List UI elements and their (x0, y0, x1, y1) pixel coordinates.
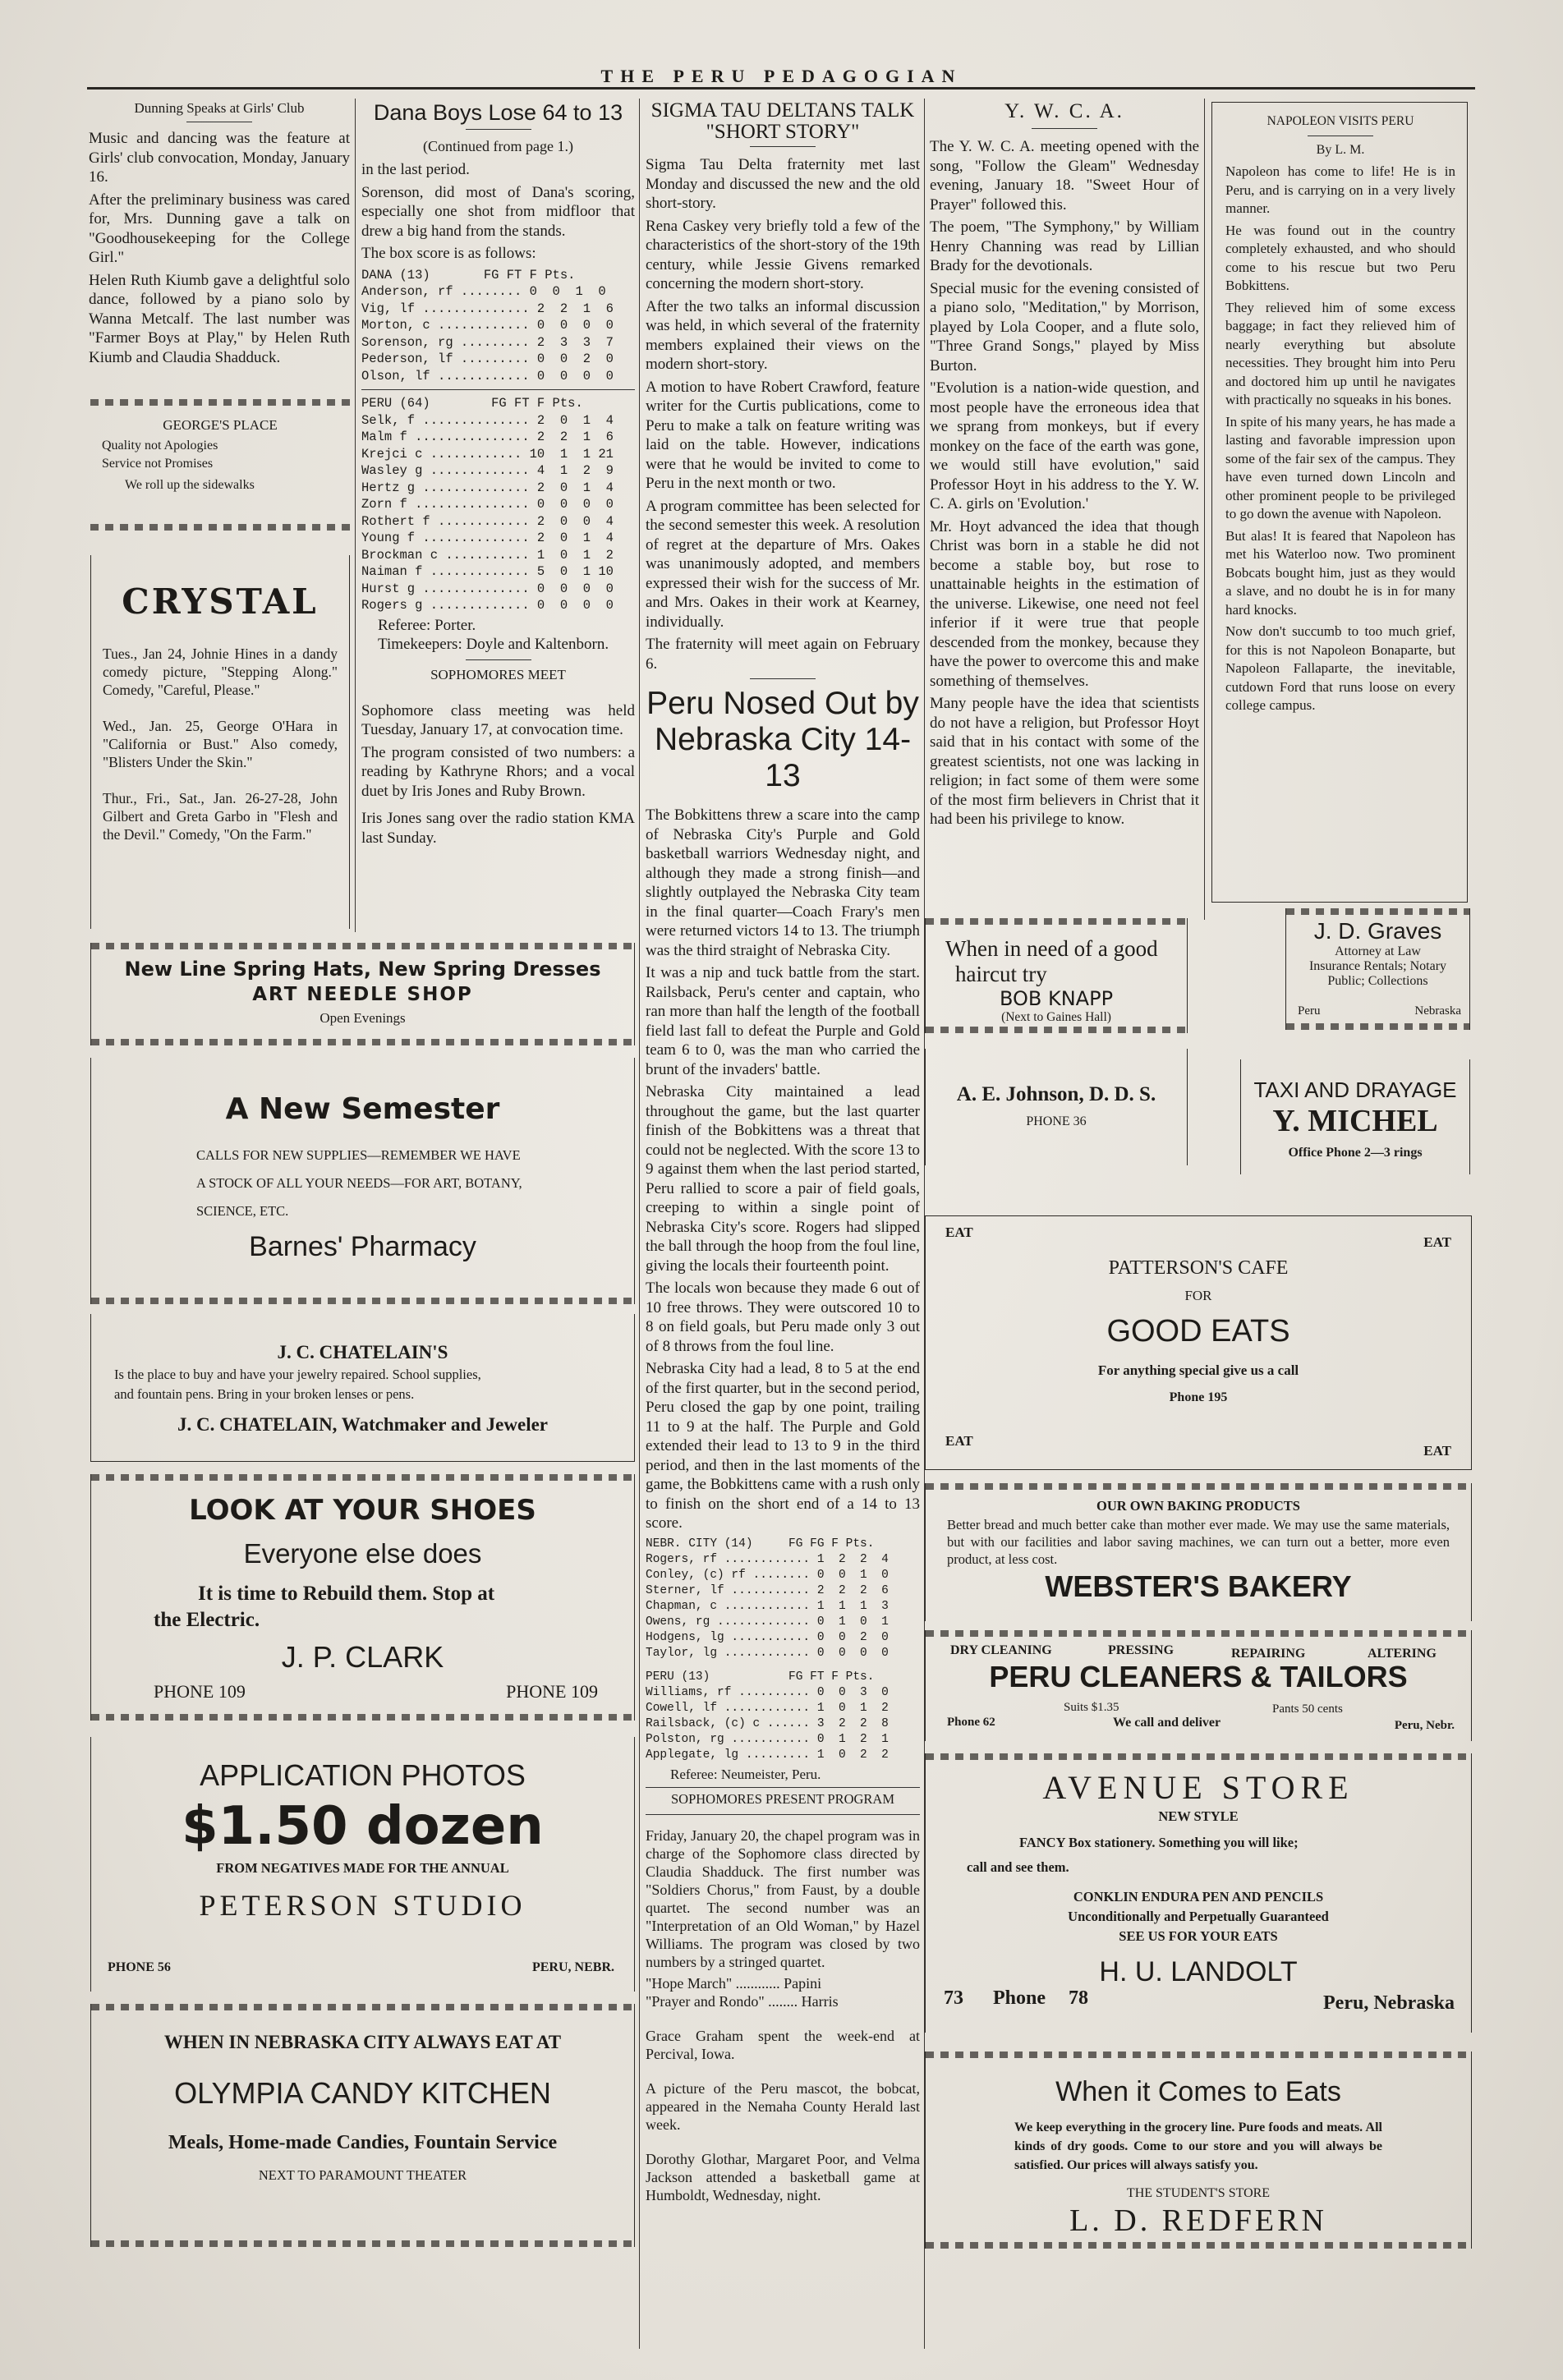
ornament (926, 1027, 1187, 1033)
crystal-listing: Wed., Jan. 25, George O'Hara in "California or Bust." Also comedy, "Blisters Under the Skin." (103, 718, 338, 770)
redfern-name: L. D. REDFERN (1069, 2203, 1327, 2238)
eat-corner: EAT (1423, 1234, 1451, 1250)
crystal-listing: Thur., Fri., Sat., Jan. 26-27-28, John Gilbert and Greta Garbo in "Flesh and the Devil." Comedy, "On the Farm." (103, 790, 338, 843)
nosed-para: The Bobkittens threw a scare into the camp of Nebraska City's Purple and Gold basketball warriors Wednesday night, and although they made a strong finish—and slightly outplayed the Nebraska City team in the final quarter—Coach Frary's men were returned victors 14 to 13. The triumph was the third straight of Nebraska City. (646, 806, 920, 959)
dunning-para: After the preliminary business was cared for, Mrs. Dunning gave a talk on "Goodhousekeeping for the College Girl." (89, 191, 350, 266)
look-at-shoes: LOOK AT YOUR SHOES (189, 1494, 536, 1527)
graves-name: J. D. Graves (1313, 918, 1442, 944)
when-it-comes-to-eats: When it Comes to Eats (1055, 2076, 1341, 2107)
ywca-para: The Y. W. C. A. meeting opened with the song, "Follow the Gleam" Wednesday evening, January 18. "Sweet Hour of Prayer" followed this. (930, 138, 1199, 214)
websters-bakery-name: WEBSTER'S BAKERY (1045, 1569, 1352, 1603)
soph-para: Iris Jones sang over the radio station KMA last Sunday. (361, 810, 635, 847)
sopho-headline: SOPHOMORES PRESENT PROGRAM (670, 1791, 895, 1807)
nosed-para: The locals won because they made 6 out of 10 free throws. They were outscored 10 to 8 on field goals, but Peru made only 3 out of 8 throws from the foul line. (646, 1280, 920, 1355)
napoleon-para: He was found out in the country completely exhausted, and who should come to his rescue but two Peru Bobkittens. (1225, 222, 1455, 293)
avenue-town: Peru, Nebraska (1323, 1992, 1455, 2014)
ornament (91, 1714, 634, 1721)
dunning-para: Helen Ruth Kiumb gave a delightful solo dance, followed by a piano solo by Wanna Metcalf. The last number was "Farmer Boys at Play," by Helen Ruth Kiumb and Claudia Shadduck. (89, 271, 350, 366)
dana-headline: Dana Boys Lose 64 to 13 (373, 100, 623, 125)
ornament (926, 2242, 1471, 2249)
chatelain-line: Is the place to buy and have your jewelry repaired. School supplies, (114, 1367, 481, 1382)
nosed-para: It was a nip and tuck battle from the start. Railsback, Peru's center and captain, who ran more than half the length of the football field last fall to defeat the Purple and Gold team 6 to 0, was the man who carried the brunt of the invaders' battle. (646, 964, 920, 1078)
barnes-line: CALLS FOR NEW SUPPLIES—REMEMBER WE HAVE (196, 1147, 521, 1163)
peterson-line: FROM NEGATIVES MADE FOR THE ANNUAL (216, 1860, 509, 1876)
nosed-para: Nebraska City had a lead, 8 to 5 at the end of the first quarter, but in the second period, Peru closed the gap by one point, trailing 11 to 9 at the half. The Purple and Gold extended their lead to 13 to 9 in the third period, and then in the last moments of the game, the Bobkittens came with a rush only to finish on the short end of a 14 to 13 score. (646, 1360, 920, 1532)
pattersons-cafe-ad (925, 1215, 1472, 1470)
ywca-para: Mr. Hoyt advanced the idea that though Christ was born in a stable he did not become a stable boy, but rose to unattainable heights in the estimation of the universe. Likewise, one need not feel inferior if it were true that people descended from the monkey, because they have the power to overcome this and make something of themselves. (930, 517, 1199, 690)
nebraska-city-box-score: NEBR. CITY (14) FG FG F Pts. Rogers, rf ............ 1 2 2 4 Conley, (c) rf ........ 0 0 1 0 Sterner, lf ........... 2 2 2 6 Chapman, c ............ 1 1 1 3 Owens, rg ............. 0 1 0 1 Hodgens, lg ........... 0 0 2 0 Taylor, lg ............ 0 0 0 0 (646, 1537, 889, 1660)
clark-phone: PHONE 109 (506, 1681, 598, 1702)
cleaners-service: DRY CLEANING (950, 1643, 1052, 1657)
clark-phone: PHONE 109 (154, 1681, 246, 1702)
clark-line: It is time to Rebuild them. Stop at (198, 1583, 495, 1605)
art-needle-shop: ART NEEDLE SHOP (252, 984, 473, 1005)
cleaners-call: We call and deliver (1113, 1716, 1221, 1730)
johnson-phone: PHONE 36 (1026, 1114, 1087, 1128)
ywca-para: Special music for the evening consisted of a piano solo, "Meditation," by Morrison, played by Lola Cooper, and a flute solo, "Three Grand Songs," played by Miss Burton. (930, 279, 1199, 374)
new-semester: A New Semester (225, 1092, 500, 1126)
cleaners-service: REPAIRING (1231, 1647, 1306, 1661)
graves-state: Nebraska (1414, 1004, 1461, 1018)
clark-shoe-ad (90, 1474, 635, 1721)
crystal-ad (90, 555, 350, 929)
dunning-para: Music and dancing was the feature at Girls' club convocation, Monday, January 16. (89, 130, 350, 186)
note-para: Grace Graham spent the week-end at Percival, Iowa. (646, 2028, 920, 2062)
ornament (91, 943, 634, 949)
ywca-para: "Evolution is a nation-wide question, and most people have the erroneous idea that we sprang from monkeys, but if every monkey on the face of the earth was gone, we would still have evolution," said Professor Hoyt in his address to the Y. W. C. A. girls on 'Evolution.' (930, 379, 1199, 512)
sopho-para: Friday, January 20, the chapel program was in charge of the Sophomore class directed by Claudia Shadduck. The first number was "Soldiers Chorus," from Faust, by a double quartet. The second number was an "Interpretation of an Old Woman," by Hazel Williams. The program was closed by two numbers by a stringed quartet. (646, 1827, 920, 1970)
art-needle-shop-ad (90, 943, 635, 1045)
divider (646, 1814, 920, 1815)
patterson-phone: Phone 195 (1169, 1390, 1228, 1404)
napoleon-box (1211, 102, 1468, 903)
divider (750, 146, 816, 147)
sigma-para: A motion to have Robert Crawford, feature writer for the Curtis publications, come to Peru to make a talk on feature writing was laid on the table. However, indications were that he would be invited to come to Peru in the next month or two. (646, 378, 920, 492)
suits-price: Suits $1.35 (1064, 1701, 1119, 1714)
michel-taxi-ad (1240, 1059, 1470, 1174)
ywca-para: The poem, "The Symphony," by William Henry Channing was read by Lillian Brady for the devotionals. (930, 218, 1199, 274)
good-eats: GOOD EATS (1106, 1314, 1290, 1349)
johnson-name: A. E. Johnson, D. D. S. (956, 1083, 1156, 1105)
avenue-phone-num: 78 (1069, 1987, 1088, 2009)
program-item: "Hope March" ............ Papini (646, 1975, 822, 1992)
application-photos: APPLICATION PHOTOS (200, 1758, 526, 1792)
napoleon-para: But alas! It is feared that Napoleon has met his Waterloo now. Two prominent Bobcats bought him, just as they would a slave, and no doubt he is in for many hard knocks. (1225, 527, 1455, 618)
chatelain-ad (90, 1314, 635, 1462)
olympia-candy-ad (90, 2004, 635, 2247)
pants-price: Pants 50 cents (1272, 1702, 1343, 1716)
sigma-para: After the two talks an informal discussion was held, in which several of the fraternity members explained their views on the modern short-story. (646, 297, 920, 373)
divider (361, 389, 635, 390)
taxi-line: TAXI AND DRAYAGE (1253, 1077, 1457, 1102)
dana-para: in the last period. (361, 161, 470, 178)
ornament (91, 2004, 634, 2010)
masthead-rule (87, 87, 1475, 90)
avenue-store-name: AVENUE STORE (1042, 1769, 1354, 1806)
georges-title: GEORGE'S PLACE (163, 417, 278, 433)
michel-phone: Office Phone 2—3 rings (1288, 1146, 1423, 1160)
sigma-para: Sigma Tau Delta fraternity met last Monday and discussed the new and the old short-story. (646, 156, 920, 212)
avenue-line: Unconditionally and Perpetually Guaranteed (1068, 1909, 1329, 1924)
students-store: THE STUDENT'S STORE (1126, 2186, 1271, 2200)
referee: Referee: Porter. (378, 616, 476, 634)
napoleon-para: Now don't succumb to too much grief, for this is not Napoleon Bonaparte, but Napoleon Fallaparte, the inevitable, cutdown Ford that runs loose on every college campus. (1225, 623, 1455, 713)
redfern-grocery-ad (925, 2051, 1472, 2249)
divider (466, 129, 531, 130)
nosed-headline: Peru Nosed Out by (646, 686, 919, 721)
divider (750, 678, 816, 679)
clark-line: Everyone else does (243, 1538, 482, 1569)
avenue-line: FANCY Box stationery. Something you will like; (1019, 1835, 1299, 1850)
column-divider (355, 99, 356, 932)
knapp-line: (Next to Gaines Hall) (1001, 1010, 1111, 1024)
graves-line: Attorney at Law (1335, 944, 1421, 958)
ywca-headline: Y. W. C. A. (1004, 100, 1124, 122)
georges-line: Quality not Apologies (102, 439, 218, 453)
crystal-listing: Tues., Jan 24, Johnie Hines in a dandy comedy picture, "Stepping Along." Comedy, "Careful, Please." (103, 646, 338, 698)
cleaners-phone: Phone 62 (947, 1716, 995, 1729)
ornament (926, 1753, 1471, 1760)
olympia-line: WHEN IN NEBRASKA CITY ALWAYS EAT AT (163, 2032, 562, 2052)
georges-line: We roll up the sidewalks (125, 478, 255, 492)
open-evenings: Open Evenings (319, 1010, 406, 1026)
knapp-line: haircut try (955, 962, 1047, 986)
chatelain-name: J. C. CHATELAIN, Watchmaker and Jeweler (177, 1414, 549, 1435)
barnes-line: A STOCK OF ALL YOUR NEEDS—FOR ART, BOTANY, (196, 1175, 522, 1191)
olympia-line: NEXT TO PARAMOUNT THEATER (258, 2167, 467, 2183)
patterson-name: PATTERSON'S CAFE (1108, 1257, 1289, 1279)
soph-para: The program consisted of two numbers: a reading by Kathryne Rhors; and a vocal duet by Iris Jones and Ruby Brown. (361, 743, 635, 800)
nosed-headline: Nebraska City 14-13 (654, 722, 912, 793)
barnes-pharmacy-ad (90, 1058, 635, 1304)
column-1 (89, 100, 350, 370)
ornament (926, 918, 1187, 925)
georges-line: Service not Promises (102, 457, 214, 471)
masthead: THE PERU PEDAGOGIAN (600, 66, 963, 86)
chatelain-title: J. C. CHATELAIN'S (277, 1342, 448, 1362)
peterson-town: PERU, NEBR. (531, 1960, 614, 1974)
hats-line: New Line Spring Hats, New Spring Dresses (124, 958, 601, 981)
eat-corner: EAT (1423, 1443, 1451, 1459)
knapp-line: When in need of a good (945, 936, 1158, 961)
dana-box-score: DANA (13) FG FT F Pts. Anderson, rf ........ 0 0 1 0 Vig, lf .............. 2 2 1 6 Morton, c ............ 0 0 0 0 Sorenson, rg ......... 2 3 3 7 Pederson, lf ......... 0 0 2 0 Olson, lf ............ 0 0 0 0 (361, 267, 614, 384)
graves-line: Insurance Rentals; Notary Public; Collections (1308, 959, 1447, 988)
napoleon-byline: By L. M. (1316, 143, 1365, 157)
webster-text: Better bread and much better cake than mother ever made. We may use the same materials, but with our facilities and labor saving machines, we can turn out a better, more even product, at less cost. (947, 1517, 1450, 1567)
crystal-title: CRYSTAL (122, 581, 319, 622)
column-divider (639, 99, 640, 2349)
cleaners-town: Peru, Nebr. (1394, 1719, 1455, 1732)
sigma-para: Rena Caskey very briefly told a few of the characteristics of the short-story of the 19th century, while Jessie Givens remarked concerning the modern short-story. (646, 217, 920, 292)
ornament (90, 524, 350, 531)
olympia-line: Meals, Home-made Candies, Fountain Service (168, 2132, 558, 2153)
ornament (926, 1630, 1471, 1637)
napoleon-para: In spite of his many years, he has made a lasting and favorable impression upon some of the fair sex of the campus. They have even turned down Lincoln and other prominent people to be privileged to go down the avenue with Napoleon. (1225, 413, 1455, 521)
eat-corner: EAT (945, 1224, 973, 1240)
georges-place-ad (90, 399, 350, 531)
avenue-line: CONKLIN ENDURA PEN AND PENCILS (1073, 1889, 1324, 1904)
soph-headline: SOPHOMORES MEET (430, 666, 566, 682)
ornament (91, 2240, 634, 2247)
webster-line: OUR OWN BAKING PRODUCTS (1096, 1498, 1300, 1514)
bob-knapp-name: BOB KNAPP (999, 987, 1114, 1010)
peterson-studio-ad (90, 1737, 635, 1992)
redfern-text: We keep everything in the grocery line. Pure foods and meats. All kinds of dry goods. Come to our store and you will always be satisfied. Our prices will always satisfy you. (1014, 2120, 1382, 2172)
sigma-headline: SIGMA TAU DELTANS TALK "SHORT STORY" (650, 99, 915, 143)
avenue-line: call and see them. (967, 1859, 1069, 1875)
price-per-dozen: $1.50 dozen (182, 1796, 544, 1857)
ornament (91, 1298, 634, 1304)
bob-knapp-ad (925, 918, 1188, 1033)
avenue-store-ad (925, 1753, 1472, 2033)
peru-13-box-score: PERU (13) FG FT F Pts. Williams, rf .......... 0 0 3 0 Cowell, lf ............ 1 0 1 2 Railsback, (c) c ...... 3 2 2 8 Polston, rg ........... 0 1 2 1 Applegate, lg ......... 1 0 2 2 (646, 1670, 889, 1762)
websters-bakery-ad (925, 1483, 1472, 1621)
patterson-for: FOR (1184, 1288, 1212, 1303)
cleaners-service: PRESSING (1108, 1643, 1175, 1657)
graves-ad (1285, 908, 1470, 1030)
ornament (926, 2051, 1471, 2058)
note-para: Dorothy Glothar, Margaret Poor, and Velma Jackson attended a basketball game at Humboldt, Wednesday, night. (646, 2151, 920, 2203)
michel-name: Y. MICHEL (1272, 1104, 1438, 1138)
peterson-phone: PHONE 56 (108, 1960, 171, 1974)
graves-town: Peru (1298, 1004, 1321, 1018)
note-para: A picture of the Peru mascot, the bobcat, appeared in the Nemaha County Herald last week. (646, 2080, 920, 2133)
sigma-para: A program committee has been selected for the second semester this week. A resolution of regret at the departure of Mrs. Oakes was unanimously adopted, and members expressed their wish for the success of Mr. and Mrs. Oakes in their work at Kearney, individually. (646, 497, 920, 631)
dana-para: The box score is as follows: (361, 245, 536, 262)
peru-box-score: PERU (64) FG FT F Pts. Selk, f .............. 2 0 1 4 Malm f ............... 2 2 1 6 Krejci c ............ 10 1 1 21 Wasley g ............. 4 1 2 9 Hertz g .............. 2 0 1 4 Zorn f ............... 0 0 0 0 Rothert f ............ 2 0 0 4 Young f .............. 2 0 1 4 Brockman c ........... 1 0 1 2 Naiman f ............. 5 0 1 10 Hurst g .............. 0 0 0 0 Rogers g ............. 0 0 0 0 (361, 396, 614, 613)
avenue-phone-label: Phone (993, 1987, 1046, 2009)
continued-note: (Continued from page 1.) (423, 138, 573, 154)
divider (646, 1787, 920, 1788)
column-divider (1204, 99, 1205, 920)
johnson-dentist-ad (925, 1049, 1188, 1165)
nosed-para: Nebraska City maintained a lead throughout the game, but the last quarter finish of the Bobkittens was a threat that could not be neglected. With the score 13 to 9 against them when the last period started, Peru rallied to score a pair of field goals, creeping to within a single point of Nebraska City's score. Rogers had slipped the ball through the hoop from the foul line, giving the locals their fourteenth point. (646, 1083, 921, 1275)
column-2 (361, 100, 635, 851)
ornament (90, 399, 350, 406)
ornament (1286, 1023, 1469, 1030)
landolt-name: H. U. LANDOLT (1099, 1956, 1298, 1987)
dunning-headline: Dunning Speaks at Girls' Club (134, 100, 305, 116)
timekeepers: Timekeepers: Doyle and Kaltenborn. (378, 636, 609, 653)
column-3 (646, 100, 920, 2208)
avenue-line: NEW STYLE (1158, 1808, 1239, 1824)
clark-name: J. P. CLARK (281, 1640, 444, 1674)
peterson-studio-name: PETERSON STUDIO (199, 1889, 526, 1922)
napoleon-para: They relieved him of some excess baggage; in fact they relieved him of nearly everything but absolute necessities. They brought him into Peru and doctored him up until he navigates with practically no squeaks in his bones. (1225, 299, 1455, 407)
program-item: "Prayer and Rondo" ........ Harris (646, 1993, 839, 2010)
referee: Referee: Neumeister, Peru. (670, 1766, 821, 1782)
olympia-name: OLYMPIA CANDY KITCHEN (174, 2076, 551, 2110)
column-4 (930, 100, 1199, 833)
barnes-line: SCIENCE, ETC. (196, 1203, 289, 1219)
ornament (926, 1483, 1471, 1490)
cleaners-service: ALTERING (1368, 1647, 1437, 1661)
avenue-phone-num: 73 (944, 1987, 963, 2009)
dana-para: Sorenson, did most of Dana's scoring, especially one shot from midfloor that drew a big hand from the stands. (361, 183, 635, 240)
sigma-para: The fraternity will meet again on February 6. (646, 636, 920, 673)
patterson-line: For anything special give us a call (1097, 1362, 1299, 1378)
soph-para: Sophomore class meeting was held Tuesday, January 17, at convocation time. (361, 701, 635, 738)
divider (466, 659, 531, 660)
eat-corner: EAT (945, 1433, 973, 1449)
barnes-pharmacy-name: Barnes' Pharmacy (249, 1231, 476, 1262)
napoleon-para: Napoleon has come to life! He is in Peru, and is carrying on in a very lively manner. (1225, 163, 1455, 216)
avenue-line: SEE US FOR YOUR EATS (1119, 1928, 1278, 1944)
chatelain-line: and fountain pens. Bring in your broken lenses or pens. (114, 1386, 415, 1402)
divider (1032, 128, 1097, 129)
napoleon-headline: NAPOLEON VISITS PERU (1266, 114, 1414, 128)
ywca-para: Many people have the idea that scientists do not have a religion, but Professor Hoyt said that in his contact with some of the greatest scientists, not one was lacking in religion; in fact some of them were some of the most firm believers in Christ that it had been his privilege to know. (930, 695, 1199, 828)
clark-line: the Electric. (154, 1609, 260, 1631)
ornament (1286, 908, 1469, 915)
ornament (91, 1474, 634, 1481)
peru-cleaners-name: PERU CLEANERS & TAILORS (989, 1660, 1408, 1693)
ornament (91, 1039, 634, 1045)
peru-cleaners-ad (925, 1630, 1472, 1741)
